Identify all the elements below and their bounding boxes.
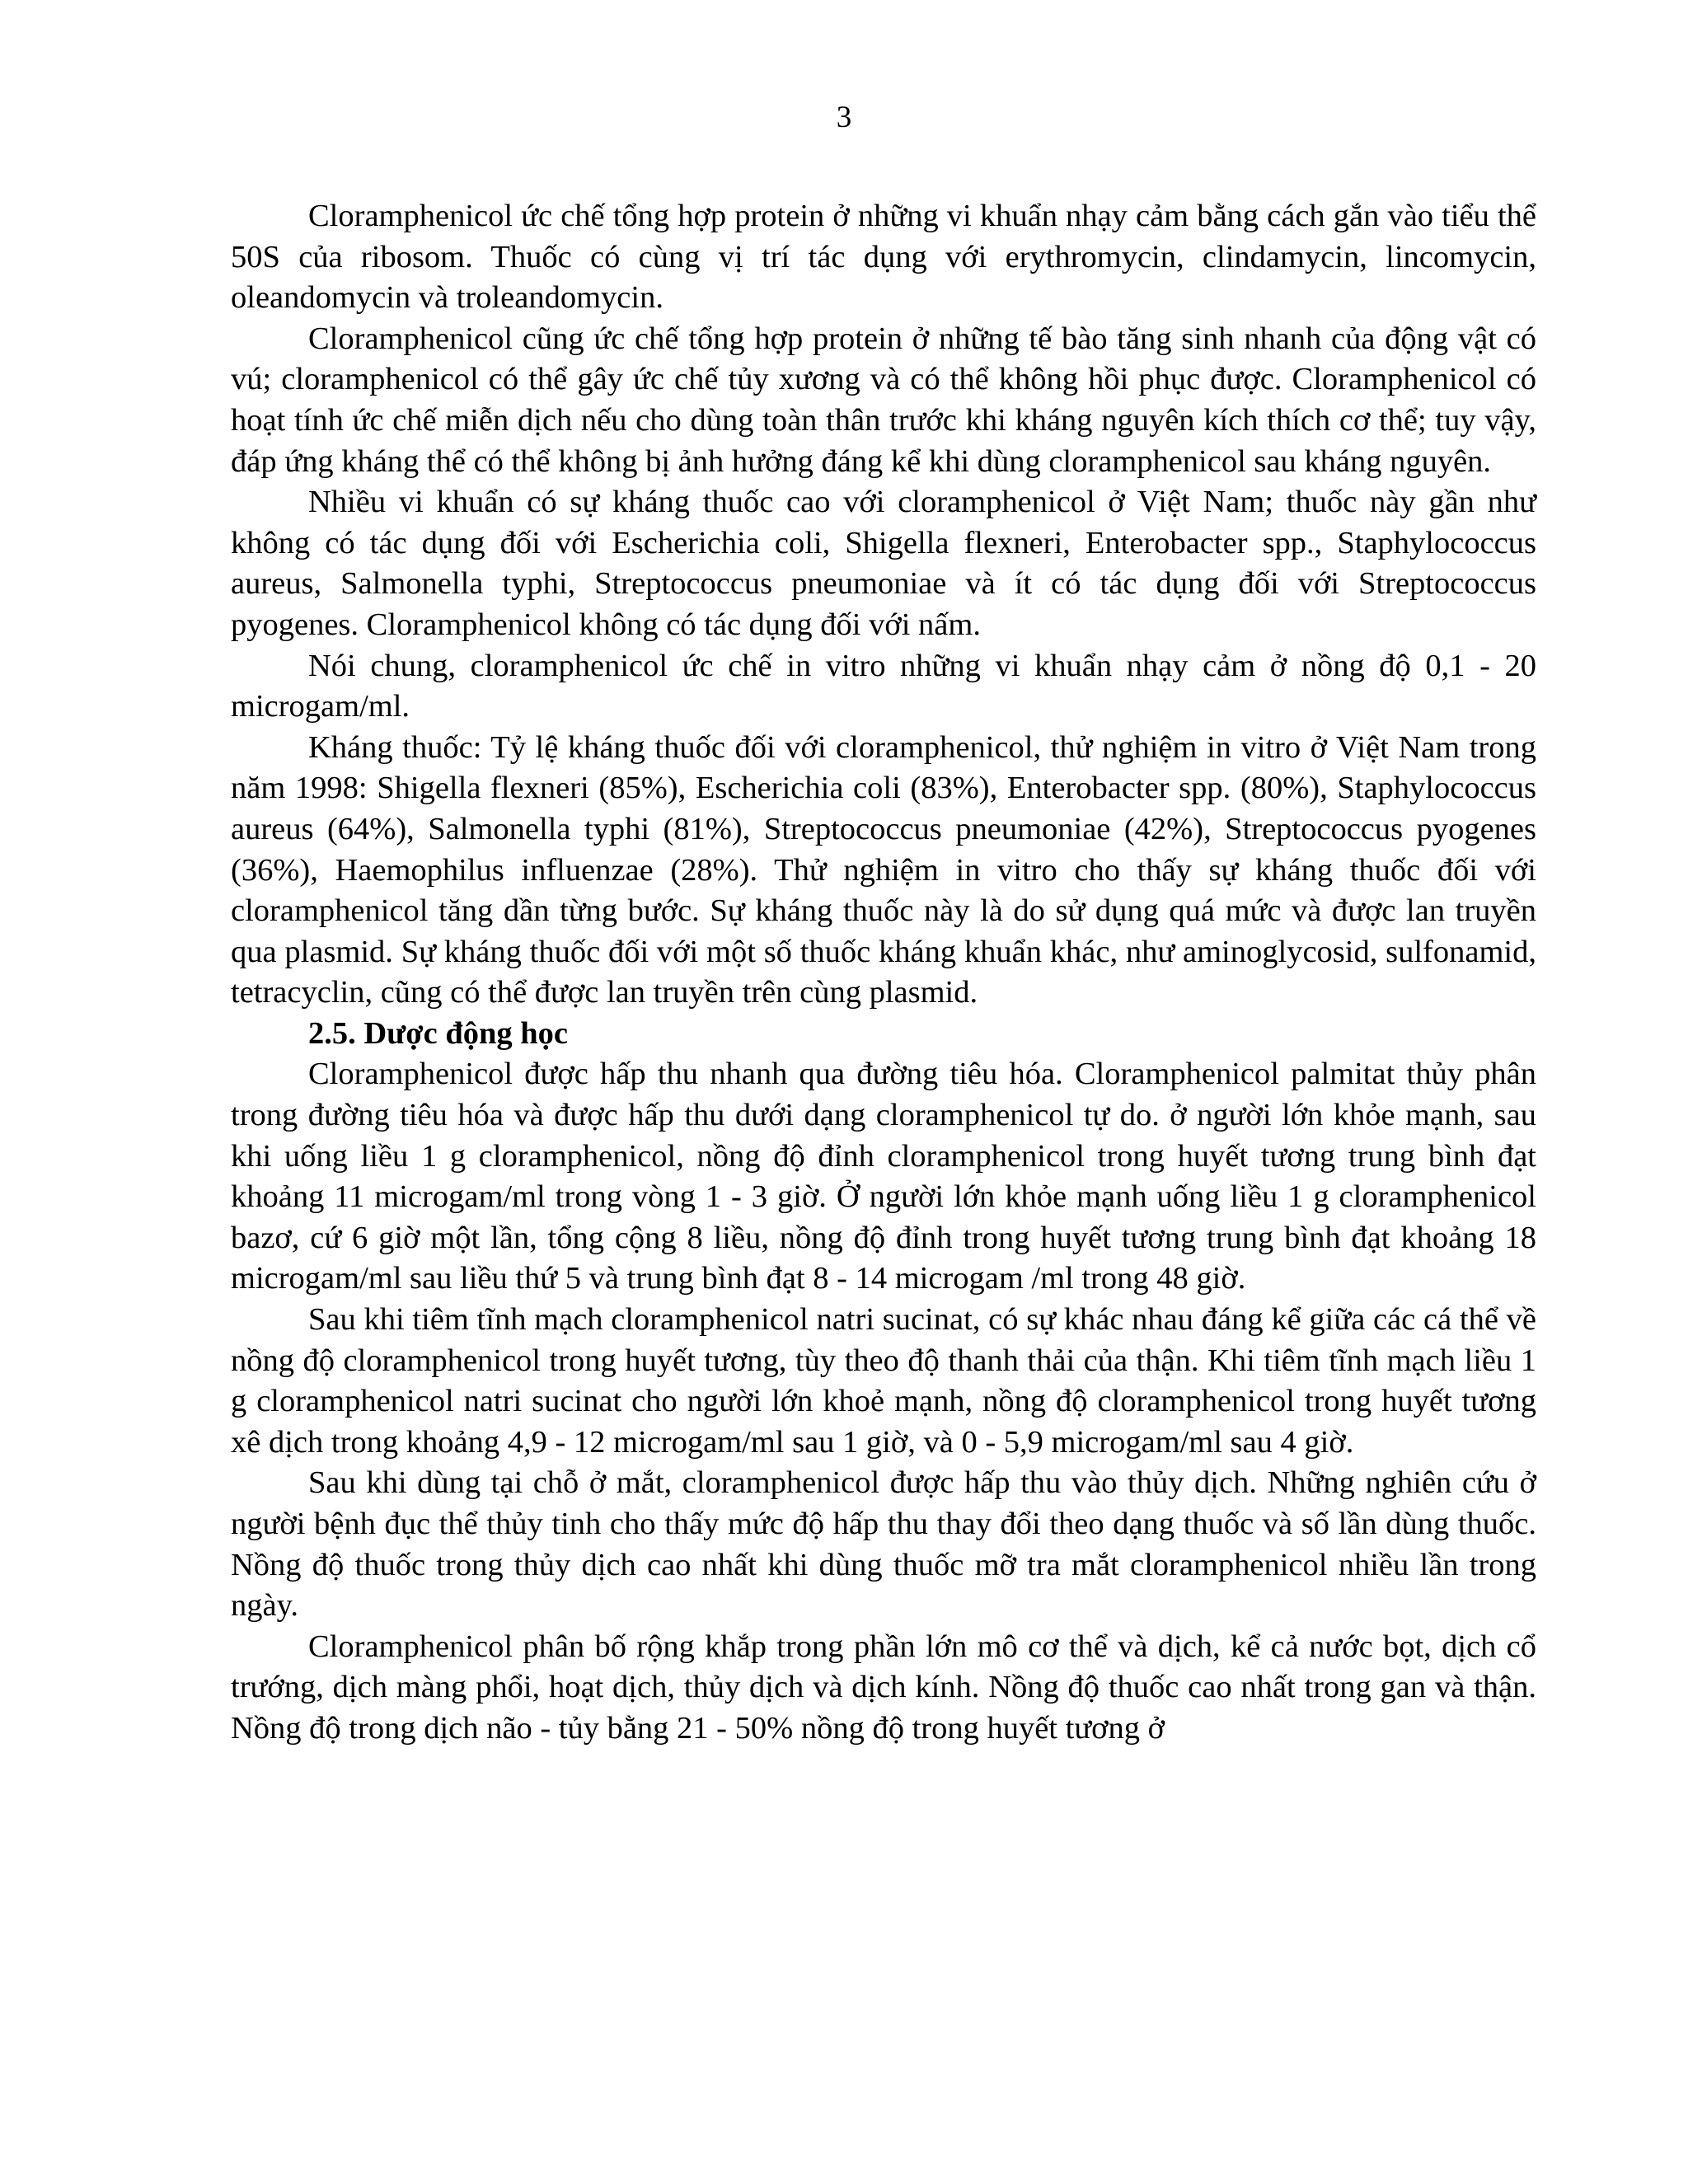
body-paragraph: Cloramphenicol ức chế tổng hợp protein ở những vi khuẩn nhạy cảm bằng cách gắn vào tiểu thể 50S của ribosom. Thuốc có cùng vị trí tác dụng với erythromycin, clindamycin, lincomycin, oleandomycin và troleandomycin. [231, 199, 1536, 316]
section-paragraph: Sau khi tiêm tĩnh mạch cloramphenicol natri sucinat, có sự khác nhau đáng kể giữa các cá thể về nồng độ cloramphenicol trong huyết tương, tùy theo độ thanh thải của thận. Khi tiêm tĩnh mạch liều 1 g cloramphenicol natri sucinat cho người lớn khoẻ mạnh, nồng độ cloramphenicol trong huyết tương xê dịch trong khoảng 4,9 - 12 microgam/ml sau 1 giờ, và 0 - 5,9 microgam/ml sau 4 giờ. [231, 1302, 1536, 1460]
body-paragraph: Kháng thuốc: Tỷ lệ kháng thuốc đối với cloramphenicol, thử nghiệm in vitro ở Việt Nam trong năm 1998: Shigella flexneri (85%), Escherichia coli (83%), Enterobacter spp. (80%), Staphylococcus aureus (64%), Salmonella typhi (81%), Streptococcus pneumoniae (42%), Streptococcus pyogenes (36%), Haemophilus influenzae (28%). Thử nghiệm in vitro cho thấy sự kháng thuốc đối với cloramphenicol tăng dần từng bước. Sự kháng thuốc này là do sử dụng quá mức và được lan truyền qua plasmid. Sự kháng thuốc đối với một số thuốc kháng khuẩn khác, như aminoglycosid, sulfonamid, tetracyclin, cũng có thể được lan truyền trên cùng plasmid. [231, 729, 1536, 1010]
body-paragraph: Nhiều vi khuẩn có sự kháng thuốc cao với cloramphenicol ở Việt Nam; thuốc này gần như không có tác dụng đối với Escherichia coli, Shigella flexneri, Enterobacter spp., Staphylococcus aureus, Salmonella typhi, Streptococcus pneumoniae và ít có tác dụng đối với Streptococcus pyogenes. Cloramphenicol không có tác dụng đối với nấm. [231, 485, 1536, 642]
section-paragraph: Cloramphenicol được hấp thu nhanh qua đường tiêu hóa. Cloramphenicol palmitat thủy phân trong đường tiêu hóa và được hấp thu dưới dạng cloramphenicol tự do. ở người lớn khỏe mạnh, sau khi uống liều 1 g cloramphenicol, nồng độ đỉnh cloramphenicol trong huyết tương trung bình đạt khoảng 11 microgam/ml trong vòng 1 - 3 giờ. Ở người lớn khỏe mạnh uống liều 1 g cloramphenicol bazơ, cứ 6 giờ một lần, tổng cộng 8 liều, nồng độ đỉnh trong huyết tương trung bình đạt khoảng 18 microgam/ml sau liều thứ 5 và trung bình đạt 8 - 14 microgam /ml trong 48 giờ. [231, 1057, 1536, 1296]
body-paragraph: Cloramphenicol cũng ức chế tổng hợp protein ở những tế bào tăng sinh nhanh của động vật có vú; cloramphenicol có thể gây ức chế tủy xương và có thể không hồi phục được. Cloramphenicol có hoạt tính ức chế miễn dịch nếu cho dùng toàn thân trước khi kháng nguyên kích thích cơ thể; tuy vậy, đáp ứng kháng thể có thể không bị ảnh hưởng đáng kể khi dùng cloramphenicol sau kháng nguyên. [231, 321, 1536, 479]
section-paragraph: Sau khi dùng tại chỗ ở mắt, cloramphenicol được hấp thu vào thủy dịch. Những nghiên cứu ở người bệnh đục thể thủy tinh cho thấy mức độ hấp thu thay đổi theo dạng thuốc và số lần dùng thuốc. Nồng độ thuốc trong thủy dịch cao nhất khi dùng thuốc mỡ tra mắt cloramphenicol nhiều lần trong ngày. [231, 1465, 1536, 1624]
section-heading: 2.5. Dược động học [308, 1015, 569, 1051]
body-paragraph: Nói chung, cloramphenicol ức chế in vitro những vi khuẩn nhạy cảm ở nồng độ 0,1 - 20 microgam/ml. [231, 648, 1536, 724]
page-number: 3 [836, 101, 852, 134]
section-paragraph: Cloramphenicol phân bố rộng khắp trong phần lớn mô cơ thể và dịch, kể cả nước bọt, dịch cổ trướng, dịch màng phổi, hoạt dịch, thủy dịch và dịch kính. Nồng độ thuốc cao nhất trong gan và thận. Nồng độ trong dịch não - tủy bằng 21 - 50% nồng độ trong huyết tương ở [231, 1629, 1536, 1746]
page-content [231, 196, 1536, 1750]
